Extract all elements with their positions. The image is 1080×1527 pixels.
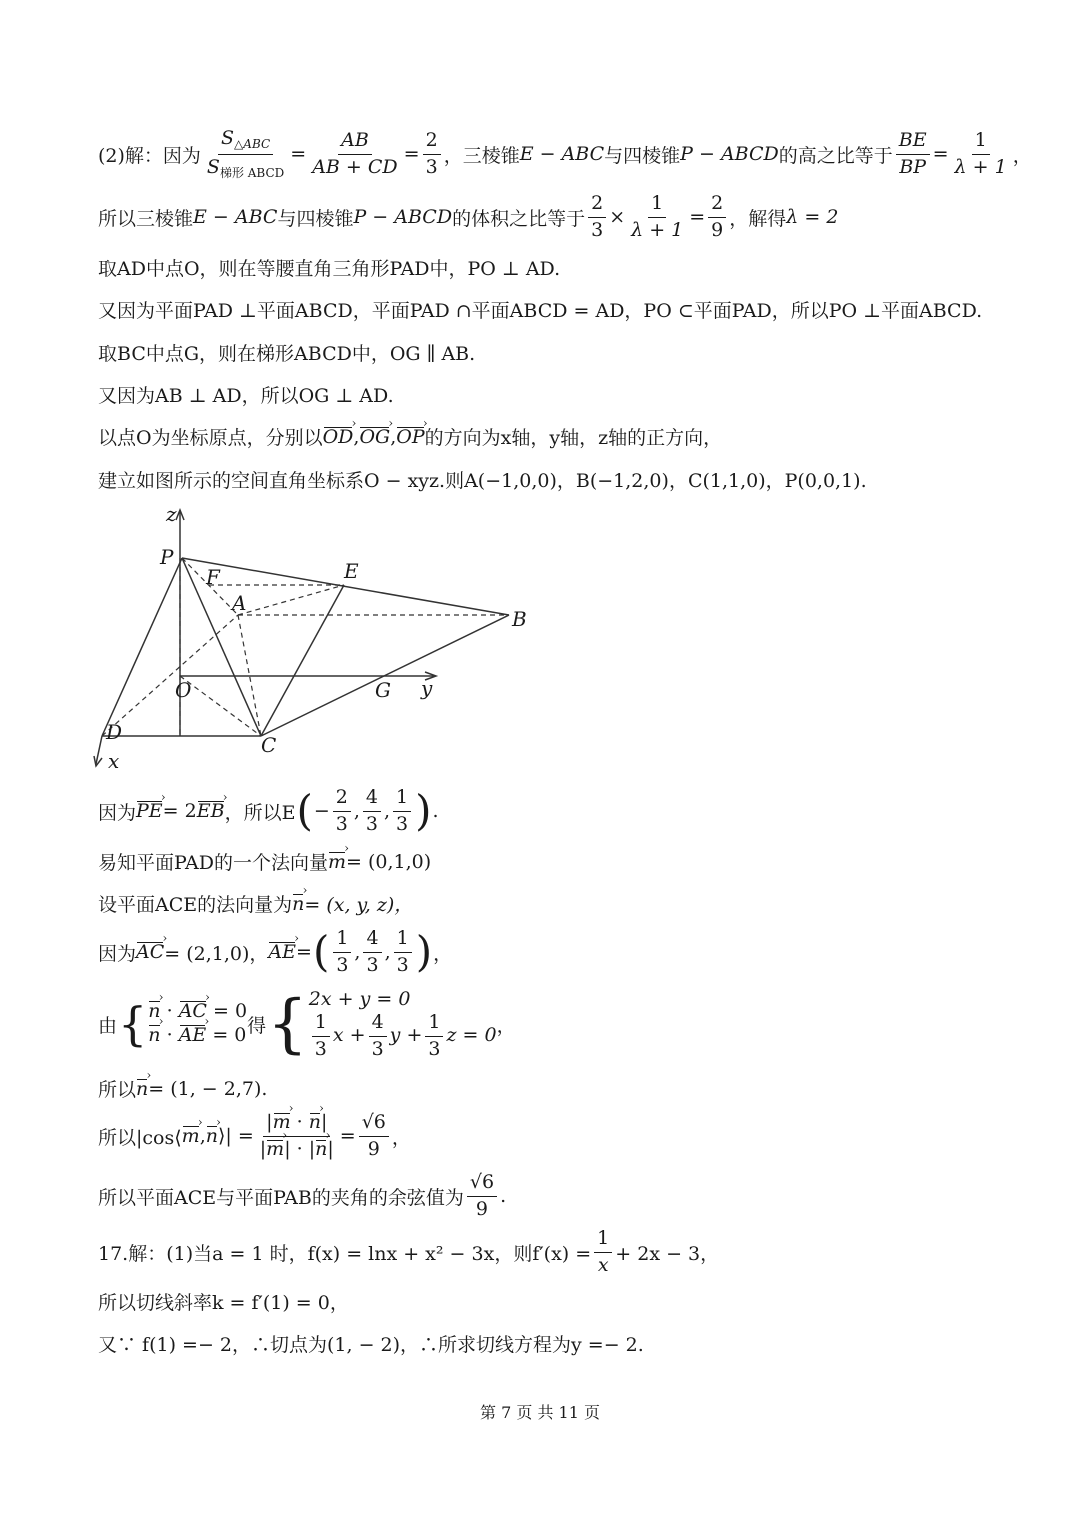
num: √6: [359, 1112, 389, 1137]
line-3: 取AD中点O，则在等腰直角三角形PAD中，PO ⊥ AD.: [98, 258, 561, 280]
den: 3: [396, 953, 409, 976]
vector: n ›: [315, 1139, 327, 1161]
den: 9: [367, 1137, 380, 1160]
comma: ，: [496, 1014, 516, 1037]
vector: AE ›: [179, 1024, 207, 1048]
fraction: [708, 193, 726, 242]
brace: {: [118, 997, 148, 1052]
line-18: 所以切线斜率k = f′(1) = 0，: [98, 1292, 349, 1314]
times: ×: [609, 206, 626, 229]
line-2: [98, 193, 838, 242]
comma: ,: [354, 941, 361, 964]
line-8: 建立如图所示的空间直角坐标系O − xyz.则A(−1,0,0)，B(−1,2,0)，C(1,1,0)，P(0,0,1).: [98, 470, 867, 492]
num: 2: [423, 130, 441, 155]
comma: ，: [433, 942, 453, 965]
text: 的体积之比等于: [452, 207, 586, 230]
equals: =: [290, 143, 307, 166]
term: z = 0: [446, 1024, 497, 1047]
label-d: D: [106, 720, 123, 744]
label-x: x: [108, 749, 120, 773]
line-17: [98, 1228, 719, 1277]
text: ⟩| =: [217, 1125, 254, 1148]
den: 3: [335, 812, 348, 835]
minus: −: [313, 800, 330, 823]
num: 1: [312, 1012, 330, 1037]
num: 1: [393, 787, 411, 812]
num: 1: [594, 1228, 612, 1253]
text: ，解得: [729, 207, 787, 230]
fraction: [363, 787, 381, 836]
vector: OD ›: [323, 426, 354, 448]
fraction: [588, 193, 606, 242]
line-5: 取BC中点G，则在梯形ABCD中，OG ∥ AB.: [98, 343, 476, 365]
bar: | · |: [284, 1137, 316, 1160]
den: AB + CD: [312, 155, 398, 178]
label-f: F: [206, 565, 220, 589]
dot: ·: [166, 1000, 173, 1023]
period: .: [432, 800, 439, 823]
paren: (: [312, 927, 330, 977]
line-12: [98, 928, 452, 977]
vector: AC ›: [179, 1000, 207, 1024]
den: 9: [475, 1197, 488, 1220]
num: 4: [369, 1012, 387, 1037]
vector: m ›: [266, 1139, 284, 1161]
line-7: [98, 423, 722, 450]
label-a: A: [232, 591, 247, 615]
den: 3: [428, 1037, 441, 1060]
text: 设平面ACE的法向量为: [98, 894, 293, 916]
comma: ,: [384, 800, 391, 823]
den: 3: [336, 953, 349, 976]
fraction: [393, 787, 411, 836]
edge-ce: [261, 585, 344, 736]
comma: ,: [353, 800, 360, 823]
math: P − ABCD: [680, 143, 779, 166]
line-4: 又因为平面PAD ⊥平面ABCD，平面PAD ∩平面ABCD = AD，PO ⊂平面PAD，所以PO ⊥平面ABCD.: [98, 300, 983, 322]
dashed-oc: [180, 676, 261, 736]
den: 3: [591, 218, 604, 241]
line-16: [98, 1172, 506, 1221]
fraction: [369, 1012, 387, 1061]
text: 得: [247, 1014, 267, 1037]
math: E − ABC: [519, 143, 605, 166]
fraction-s-ratio: [204, 128, 287, 181]
equals: =: [689, 206, 706, 229]
dot: ·: [166, 1024, 173, 1047]
text: 由: [98, 1014, 118, 1037]
edge-pd: [102, 558, 182, 736]
comma: ,: [390, 425, 397, 448]
fraction: [333, 928, 351, 977]
system-1: [148, 1000, 247, 1048]
text: 易知平面PAD的一个法向量: [98, 852, 328, 874]
den: 3: [366, 953, 379, 976]
line-19: 又∵ f(1) =− 2，∴切点为(1, − 2)，∴所求切线方程为y =− 2.: [98, 1334, 644, 1356]
eq: = 0: [213, 1000, 248, 1023]
system-2: [309, 988, 497, 1060]
bar: |: [320, 1111, 328, 1133]
math: E − ABC: [193, 206, 278, 229]
text: = (2,1,0)，: [164, 942, 269, 965]
eq: = 0: [212, 1024, 247, 1047]
fraction: [628, 193, 686, 242]
label-p: P: [160, 545, 174, 569]
brace: {: [267, 987, 308, 1062]
vector: n ›: [309, 1112, 321, 1134]
text: = (0,1,0): [346, 850, 432, 873]
vector: AC ›: [136, 941, 164, 963]
fraction: [467, 1172, 497, 1221]
text: 所以|cos⟨: [98, 1126, 182, 1149]
math: λ = 2: [786, 206, 839, 229]
label-g: G: [375, 678, 391, 702]
label-y: y: [421, 676, 433, 700]
num: 2: [708, 193, 726, 218]
text: 所以平面ACE与平面PAB的夹角的余弦值为: [98, 1186, 464, 1209]
vector: n ›: [206, 1125, 218, 1147]
fraction-lambda: [952, 130, 1010, 179]
text: = (x, y, z)，: [304, 894, 414, 916]
label-o: O: [175, 678, 192, 702]
den: 3: [396, 812, 409, 835]
fraction-ab: [309, 130, 400, 179]
fraction-cos: [257, 1112, 337, 1161]
vector: n ›: [292, 893, 304, 915]
text: 所以: [98, 1079, 137, 1101]
equals: =: [339, 1125, 356, 1148]
vector: n ›: [136, 1078, 148, 1100]
den: λ + 1: [631, 218, 684, 241]
line-13: [98, 988, 516, 1060]
den: BP: [899, 155, 927, 178]
fraction: [363, 928, 381, 977]
label-c: C: [261, 733, 277, 757]
page-footer: 第 7 页 共 11 页: [480, 1403, 600, 1422]
term: x +: [332, 1024, 366, 1047]
den: λ + 1: [954, 155, 1007, 178]
line-1: [98, 128, 1032, 181]
vector: OP ›: [396, 426, 424, 448]
bar: |: [327, 1137, 334, 1160]
num: 1: [333, 928, 351, 953]
text: = (1, − 2,7).: [148, 1077, 268, 1100]
fraction: [425, 1012, 443, 1061]
text: ，所以E: [224, 801, 296, 824]
vector: m ›: [328, 851, 346, 873]
num-sub: △ABC: [234, 137, 271, 151]
line-6: 又因为AB ⊥ AD，所以OG ⊥ AD.: [98, 385, 394, 407]
dot: ·: [296, 1111, 303, 1133]
text: 17.解：(1)当a = 1 时，f(x) = lnx + x² − 3x，则f′(x) =: [98, 1242, 592, 1265]
text: ，: [1012, 144, 1032, 167]
num: 1: [972, 130, 990, 155]
num: 1: [425, 1012, 443, 1037]
paren: ): [415, 927, 433, 977]
fraction: [394, 928, 412, 977]
comma: ，: [391, 1126, 411, 1149]
text: = 2: [162, 800, 197, 823]
den: S: [206, 155, 220, 178]
fraction-be-bp: [896, 130, 930, 179]
label-b: B: [512, 607, 527, 631]
fraction-2-3: [423, 130, 441, 179]
term: y +: [389, 1024, 423, 1047]
comma: ,: [199, 1125, 206, 1148]
equals: =: [932, 143, 949, 166]
equals: =: [296, 941, 312, 964]
label-e: E: [344, 559, 359, 583]
vector: EB ›: [197, 800, 225, 822]
num: BE: [896, 130, 930, 155]
fraction: [359, 1112, 389, 1161]
vector: m ›: [273, 1112, 291, 1134]
den: 3: [425, 155, 438, 178]
geometry-figure: [90, 500, 550, 780]
fraction: [312, 1012, 330, 1061]
bar: |: [266, 1111, 273, 1133]
num: 1: [648, 193, 666, 218]
text: 与四棱锥: [604, 144, 681, 167]
den: 3: [314, 1037, 327, 1060]
fraction: [594, 1228, 612, 1277]
vector: PE ›: [136, 800, 163, 822]
text: (2)解：因为: [98, 144, 201, 167]
vector: m ›: [182, 1125, 200, 1147]
label-z: z: [166, 502, 177, 526]
comma: ,: [384, 941, 391, 964]
text: 所以三棱锥: [98, 207, 194, 230]
line-10: [98, 848, 431, 875]
text: 因为: [98, 801, 137, 824]
vector: AE ›: [268, 941, 296, 963]
vector: OG ›: [359, 426, 390, 448]
equals: =: [403, 143, 420, 166]
text: 与四棱锥: [277, 207, 354, 230]
comma: ,: [353, 425, 360, 448]
den: 3: [371, 1037, 384, 1060]
num: 1: [394, 928, 412, 953]
num: AB: [338, 130, 372, 155]
num: 2: [588, 193, 606, 218]
paren: (: [296, 786, 313, 836]
line-15: [98, 1112, 411, 1161]
paren: ): [415, 786, 432, 836]
line-9: [98, 787, 439, 836]
text: + 2x − 3，: [615, 1242, 720, 1265]
text: 的方向为x轴，y轴，z轴的正方向，: [424, 427, 723, 449]
dashed-ae: [238, 585, 344, 615]
den: x: [597, 1253, 609, 1276]
vector: n ›: [148, 1000, 160, 1024]
text: 以点O为坐标原点，分别以: [98, 427, 323, 449]
bar: |: [259, 1137, 267, 1160]
num: 4: [363, 928, 381, 953]
vector: n ›: [148, 1024, 160, 1048]
den: 3: [365, 812, 378, 835]
text: ，三棱锥: [443, 144, 520, 167]
line-14: [98, 1075, 267, 1102]
line-11: [98, 890, 413, 917]
num: 2: [333, 787, 351, 812]
fraction: [333, 787, 351, 836]
row: 2x + y = 0: [308, 988, 411, 1010]
text: 因为: [98, 942, 137, 965]
math: P − ABCD: [353, 206, 453, 229]
text: 的高之比等于: [778, 144, 893, 167]
den-sub: 梯形 ABCD: [219, 165, 285, 180]
num: √6: [467, 1172, 497, 1197]
period: .: [500, 1185, 507, 1208]
num: 4: [363, 787, 381, 812]
den: 9: [711, 218, 724, 241]
num: S: [221, 127, 235, 149]
